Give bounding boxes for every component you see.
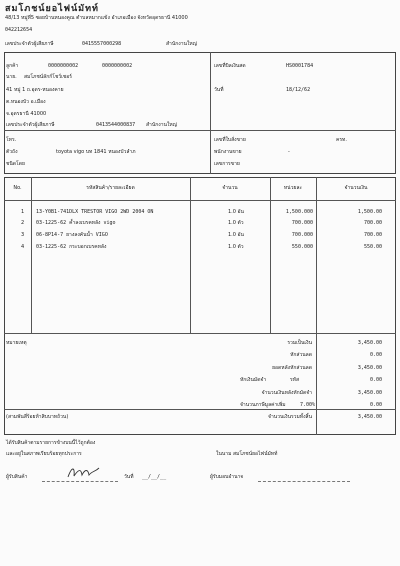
salesperson: -: [288, 149, 290, 155]
row-unit-price: 700.000: [291, 232, 313, 238]
note-label: หมายเหตุ: [6, 340, 27, 346]
col-header-unit-price: หน่วยละ: [283, 185, 303, 191]
customer-name: สมโภชน์ลักก์โชว์เชอร์: [24, 74, 72, 80]
summary-label-subtotal: รวมเป็นเงิน: [287, 340, 312, 346]
sale-place-label: เลขที่ใบสั่งขาย: [214, 137, 246, 143]
col-header-qty: จำนวน: [222, 185, 238, 191]
row-no: 4: [21, 244, 25, 250]
customer-code-2: 0000000002: [102, 63, 133, 69]
company-address: 48/13 หมู่ที่5 ซอยบ้านหนองคูณ ตำบลหมากแข้ง อำเภอเมือง จังหวัดอุดรธานี 41000: [5, 15, 188, 21]
vat-rate: 7.00%: [300, 402, 316, 408]
col-header-amount: จำนวนเงิน: [344, 185, 368, 191]
summary-label-discount: หักส่วนลด: [290, 352, 312, 358]
row-qty: 1.0 อัน: [228, 209, 244, 215]
customer-address-2: ต.หนองบัว อ.เมือง: [6, 99, 46, 105]
row-unit-price: 550.000: [291, 244, 313, 250]
row-desc: 03-1225-62 ค้ำลงเบรคหลัง vigo: [36, 220, 116, 226]
customer-tax-id: 0413544000837: [96, 122, 136, 128]
salesperson-label: พนักงานขาย: [214, 149, 242, 155]
company-name: สมโภชน์ยอไฟน์มัทท์: [5, 4, 99, 14]
customer-address-3: จ.อุดรธานี 41000: [6, 111, 47, 117]
row-no: 2: [21, 220, 25, 226]
doc-no: HS0001784: [286, 63, 314, 69]
row-desc: 03-1225-62 กระบอกเบรคหลัง: [36, 244, 107, 250]
summary-label-after-discount: ยอดหลังหักส่วนลด: [272, 365, 312, 371]
customer-code: 0000000002: [48, 63, 79, 69]
sale-ref-label: เลขการขาย: [214, 161, 240, 167]
handwritten-signature: [66, 464, 102, 482]
vehicle-model: toyota vigo บท 1841 หนองบัวลำภ: [56, 149, 136, 155]
row-qty: 1.0 ตัว: [228, 220, 244, 226]
row-unit-price: 700.000: [291, 220, 313, 226]
row-amount: 700.00: [363, 220, 382, 226]
row-desc: 13-Y0B1-741DLX TRESTOR VIGO 2WD 2004 ON: [36, 209, 154, 215]
received-statement-2: และอยู่ในสภาพเรียบร้อยทุกประการ: [6, 451, 82, 457]
vehicle-desc-label: ชนิดโดย: [6, 161, 25, 167]
amount-in-words: (สามพันสี่ร้อยห้าสิบบาทถ้วน): [6, 414, 69, 420]
company-tax-id: 0415557000298: [82, 41, 122, 47]
summary-value-deposit: 0.00: [369, 377, 382, 383]
row-amount: 700.00: [363, 232, 382, 238]
doc-date: 18/12/62: [286, 87, 311, 93]
customer-tax-label: เลขประจำตัวผู้เสียภาษี: [6, 122, 55, 128]
company-branch: สำนักงานใหญ่: [166, 41, 197, 47]
received-statement-1: ได้รับสินค้าตามรายการข้างบนนี้ไว้ถูกต้อง: [6, 440, 96, 446]
doc-no-label: เลขที่บิลเงินสด: [214, 63, 246, 69]
customer-code-label: ลูกค้า: [6, 63, 19, 69]
customer-address-1: 41 หมู่ 1 ถ.อุดร-หนองคาย: [6, 87, 64, 93]
receiver-date-blank: __/__/__: [142, 474, 167, 480]
row-amount: 1,500.00: [357, 209, 382, 215]
summary-value-discount: 0.00: [369, 352, 382, 358]
summary-value-subtotal: 3,450.00: [357, 340, 382, 346]
approver-label: ผู้รับมอบอำนาจ: [210, 474, 244, 480]
customer-branch: สำนักงานใหญ่: [146, 122, 177, 128]
summary-value-after-deposit: 3,450.00: [357, 390, 382, 396]
credit-label: ครท.: [336, 137, 347, 143]
company-signatory: ในนาม สมโภชน์ยอไฟน์มัทท์: [216, 451, 278, 457]
summary-label-grand-total: จำนวนเงินรวมทั้งสิ้น: [268, 414, 312, 420]
summary-value-after-discount: 3,450.00: [357, 365, 382, 371]
company-phone: 042212654: [5, 27, 33, 33]
vehicle-model-label: ตัวถัง: [6, 149, 18, 155]
row-no: 1: [21, 209, 25, 215]
doc-date-label: วันที่: [214, 87, 224, 93]
row-qty: 1.0 อัน: [228, 232, 244, 238]
summary-value-vat: 0.00: [369, 402, 382, 408]
receiver-label: ผู้รับสินค้า: [6, 474, 28, 480]
customer-name-label: นาย.: [6, 74, 17, 80]
row-no: 3: [21, 232, 25, 238]
summary-value-grand-total: 3,450.00: [357, 414, 382, 420]
phone-label: โทร.: [6, 137, 17, 143]
company-tax-label: เลขประจำตัวผู้เสียภาษี: [5, 41, 54, 47]
summary-label-deposit: หักเงินมัดจำ: [240, 377, 267, 383]
row-qty: 1.0 ตัว: [228, 244, 244, 250]
summary-label-after-deposit: จำนวนเงินหลังหักมัดจำ: [261, 390, 312, 396]
col-header-no: No.: [13, 185, 22, 191]
approver-signature-line: [258, 481, 350, 482]
receiver-date-label: วันที่: [124, 474, 134, 480]
col-header-desc: รหัสสินค้า/รายละเอียด: [86, 185, 135, 191]
summary-label-vat: จำนวนภาษีมูลค่าเพิ่ม: [240, 402, 286, 408]
row-amount: 550.00: [363, 244, 382, 250]
row-desc: 06-8P14-7 ยางลงคันน้ำ VIGO: [36, 232, 108, 238]
vat-tag: รหัส: [290, 377, 300, 383]
row-unit-price: 1,500.000: [285, 209, 313, 215]
